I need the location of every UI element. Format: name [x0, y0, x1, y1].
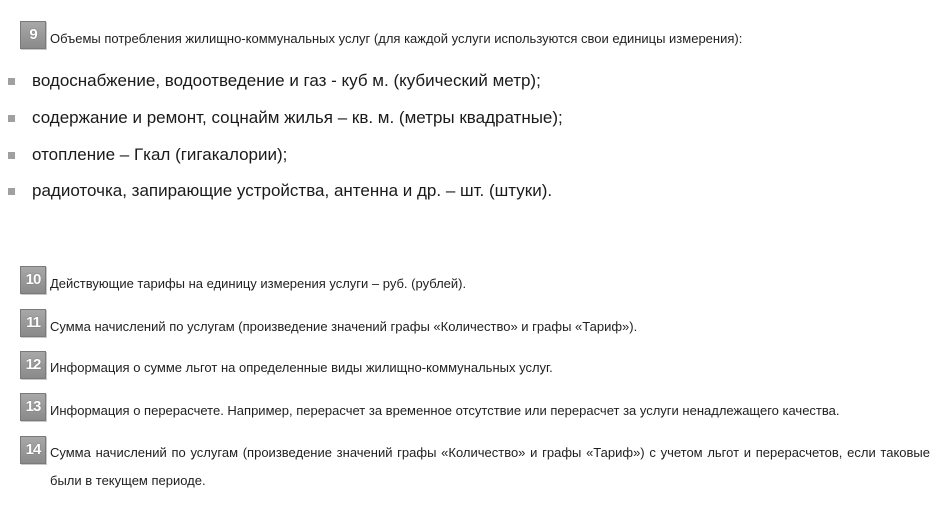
item-10-text: Действующие тарифы на единицу измерения услуги – руб. (рублей).: [50, 276, 467, 291]
item-number-badge: 14: [20, 436, 46, 464]
item-number-badge: 9: [20, 21, 46, 49]
item-number-badge: 10: [20, 266, 46, 294]
item-13-text: Информация о перерасчете. Например, перерасчет за временное отсутствие или перерасчет за услуги ненадлежащего качества.: [50, 403, 840, 418]
list-item-text: содержание и ремонт, соцнайм жилья – кв. м. (метры квадратные);: [32, 108, 563, 127]
square-bullet-icon: [8, 115, 15, 122]
square-bullet-icon: [8, 78, 15, 85]
item-number-badge: 12: [20, 351, 46, 379]
item-14-text: Сумма начислений по услугам (произведение значений графы «Количество» и графы «Тариф») с учетом льгот и перерасчетов, если таковые были в текущем периоде.: [50, 445, 930, 488]
list-item-text: отопление – Гкал (гигакалории);: [32, 145, 288, 164]
list-item-text: радиоточка, запирающие устройства, антенна и др. – шт. (штуки).: [32, 181, 553, 200]
square-bullet-icon: [8, 152, 15, 159]
square-bullet-icon: [8, 188, 15, 195]
item-number-badge: 11: [20, 309, 46, 337]
item-number-badge: 13: [20, 393, 46, 421]
item-9-text: Объемы потребления жилищно-коммунальных услуг (для каждой услуги используются свои единицы измерения):: [50, 31, 743, 46]
list-item-text: водоснабжение, водоотведение и газ - куб м. (кубический метр);: [32, 71, 541, 90]
item-11-text: Сумма начислений по услугам (произведение значений графы «Количество» и графы «Тариф»).: [50, 319, 638, 334]
item-12-text: Информация о сумме льгот на определенные виды жилищно-коммунальных услуг.: [50, 360, 553, 375]
